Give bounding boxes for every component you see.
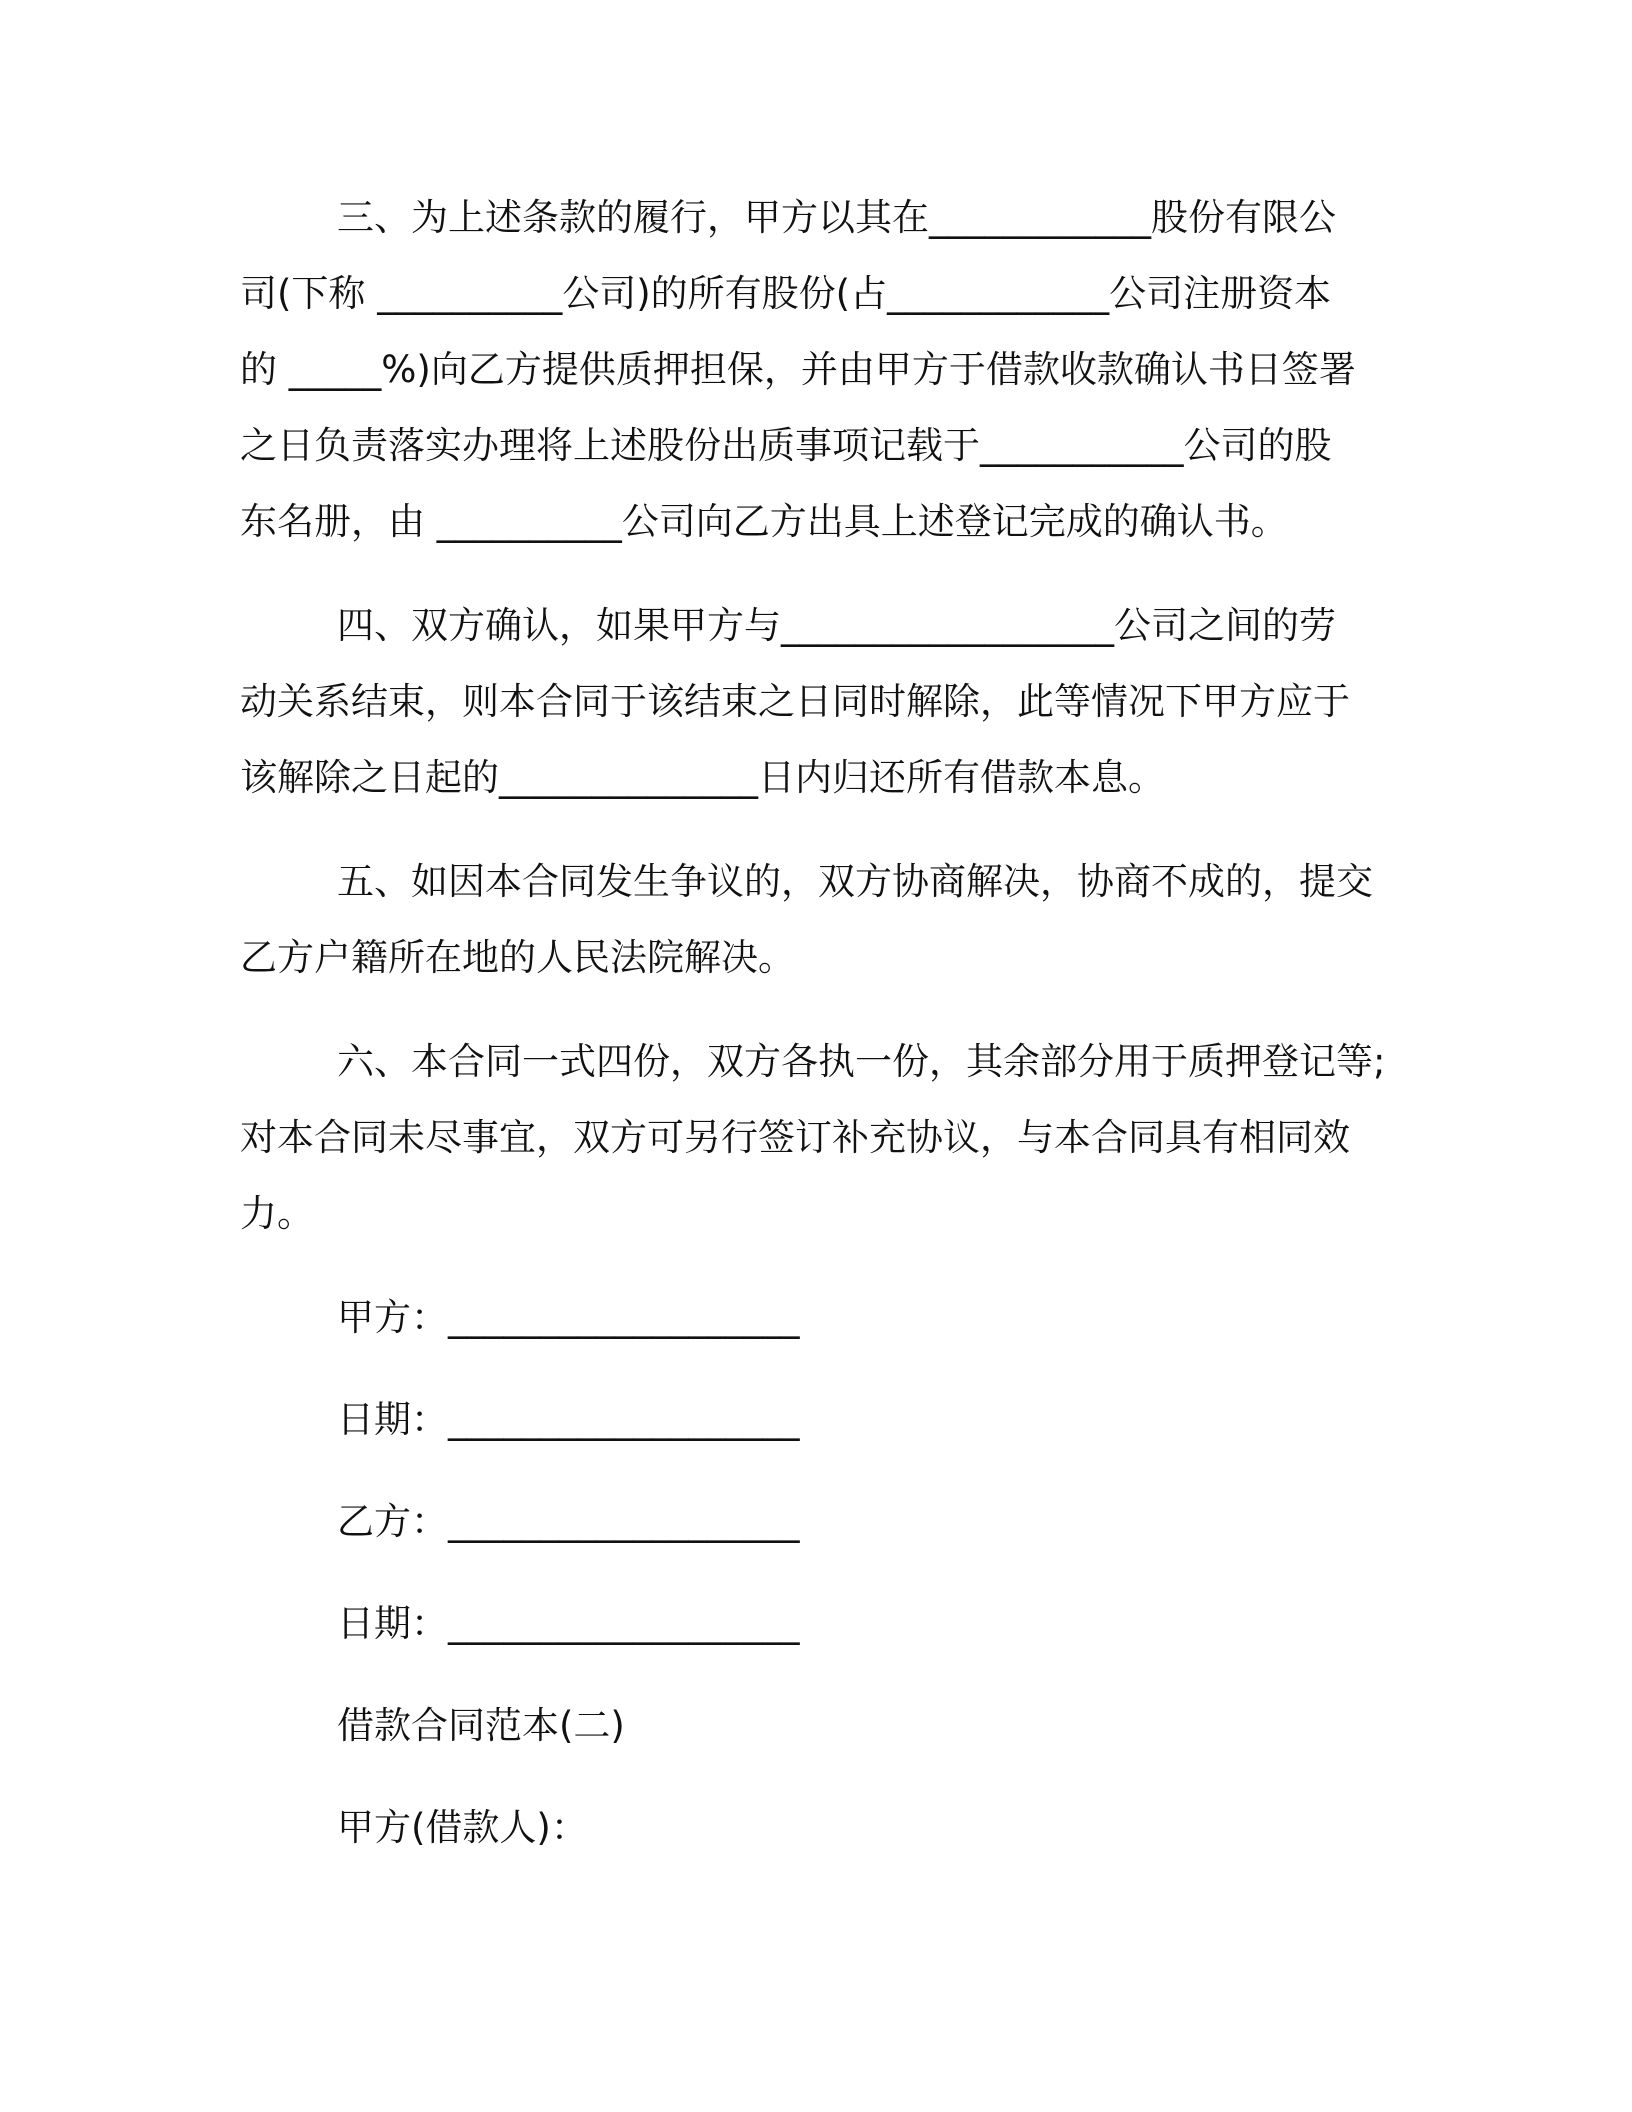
clause-4-line-2: 动关系结束，则本合同于该结束之日同时解除，此等情况下甲方应于 [240, 680, 1350, 723]
clause-6-line-2: 对本合同未尽事宜，双方可另行签订补充协议，与本合同具有相同效 [240, 1116, 1350, 1159]
clause-4-line-3: 该解除之日起的______________日内归还所有借款本息。 [240, 756, 1165, 799]
clause-3-line-5: 东名册，由 __________公司向乙方出具上述登记完成的确认书。 [240, 500, 1288, 543]
next-contract-party-a: 甲方(借款人)： [337, 1806, 588, 1849]
party-a-date-line: 日期：___________________ [337, 1398, 800, 1441]
clause-4-line-1: 四、双方确认，如果甲方与__________________公司之间的劳 [337, 604, 1336, 647]
clause-6-line-3: 力。 [240, 1192, 314, 1235]
clause-3-line-1: 三、为上述条款的履行，甲方以其在____________股份有限公 [337, 196, 1336, 239]
clause-5-line-2: 乙方户籍所在地的人民法院解决。 [240, 936, 795, 979]
next-contract-title: 借款合同范本(二) [337, 1704, 625, 1747]
party-b-signature-line: 乙方：___________________ [337, 1500, 800, 1543]
clause-3-line-2: 司(下称 __________公司)的所有股份(占____________公司注册资本 [240, 272, 1332, 315]
clause-5-line-1: 五、如因本合同发生争议的，双方协商解决，协商不成的，提交 [337, 860, 1373, 903]
clause-3-line-3: 的 _____%)向乙方提供质押担保，并由甲方于借款收款确认书日签署 [240, 348, 1356, 391]
clause-3-line-4: 之日负责落实办理将上述股份出质事项记载于___________公司的股 [240, 424, 1332, 467]
clause-6-line-1: 六、本合同一式四份，双方各执一份，其余部分用于质押登记等; [337, 1040, 1386, 1083]
party-b-date-line: 日期：___________________ [337, 1602, 800, 1645]
party-a-signature-line: 甲方：___________________ [337, 1296, 800, 1339]
